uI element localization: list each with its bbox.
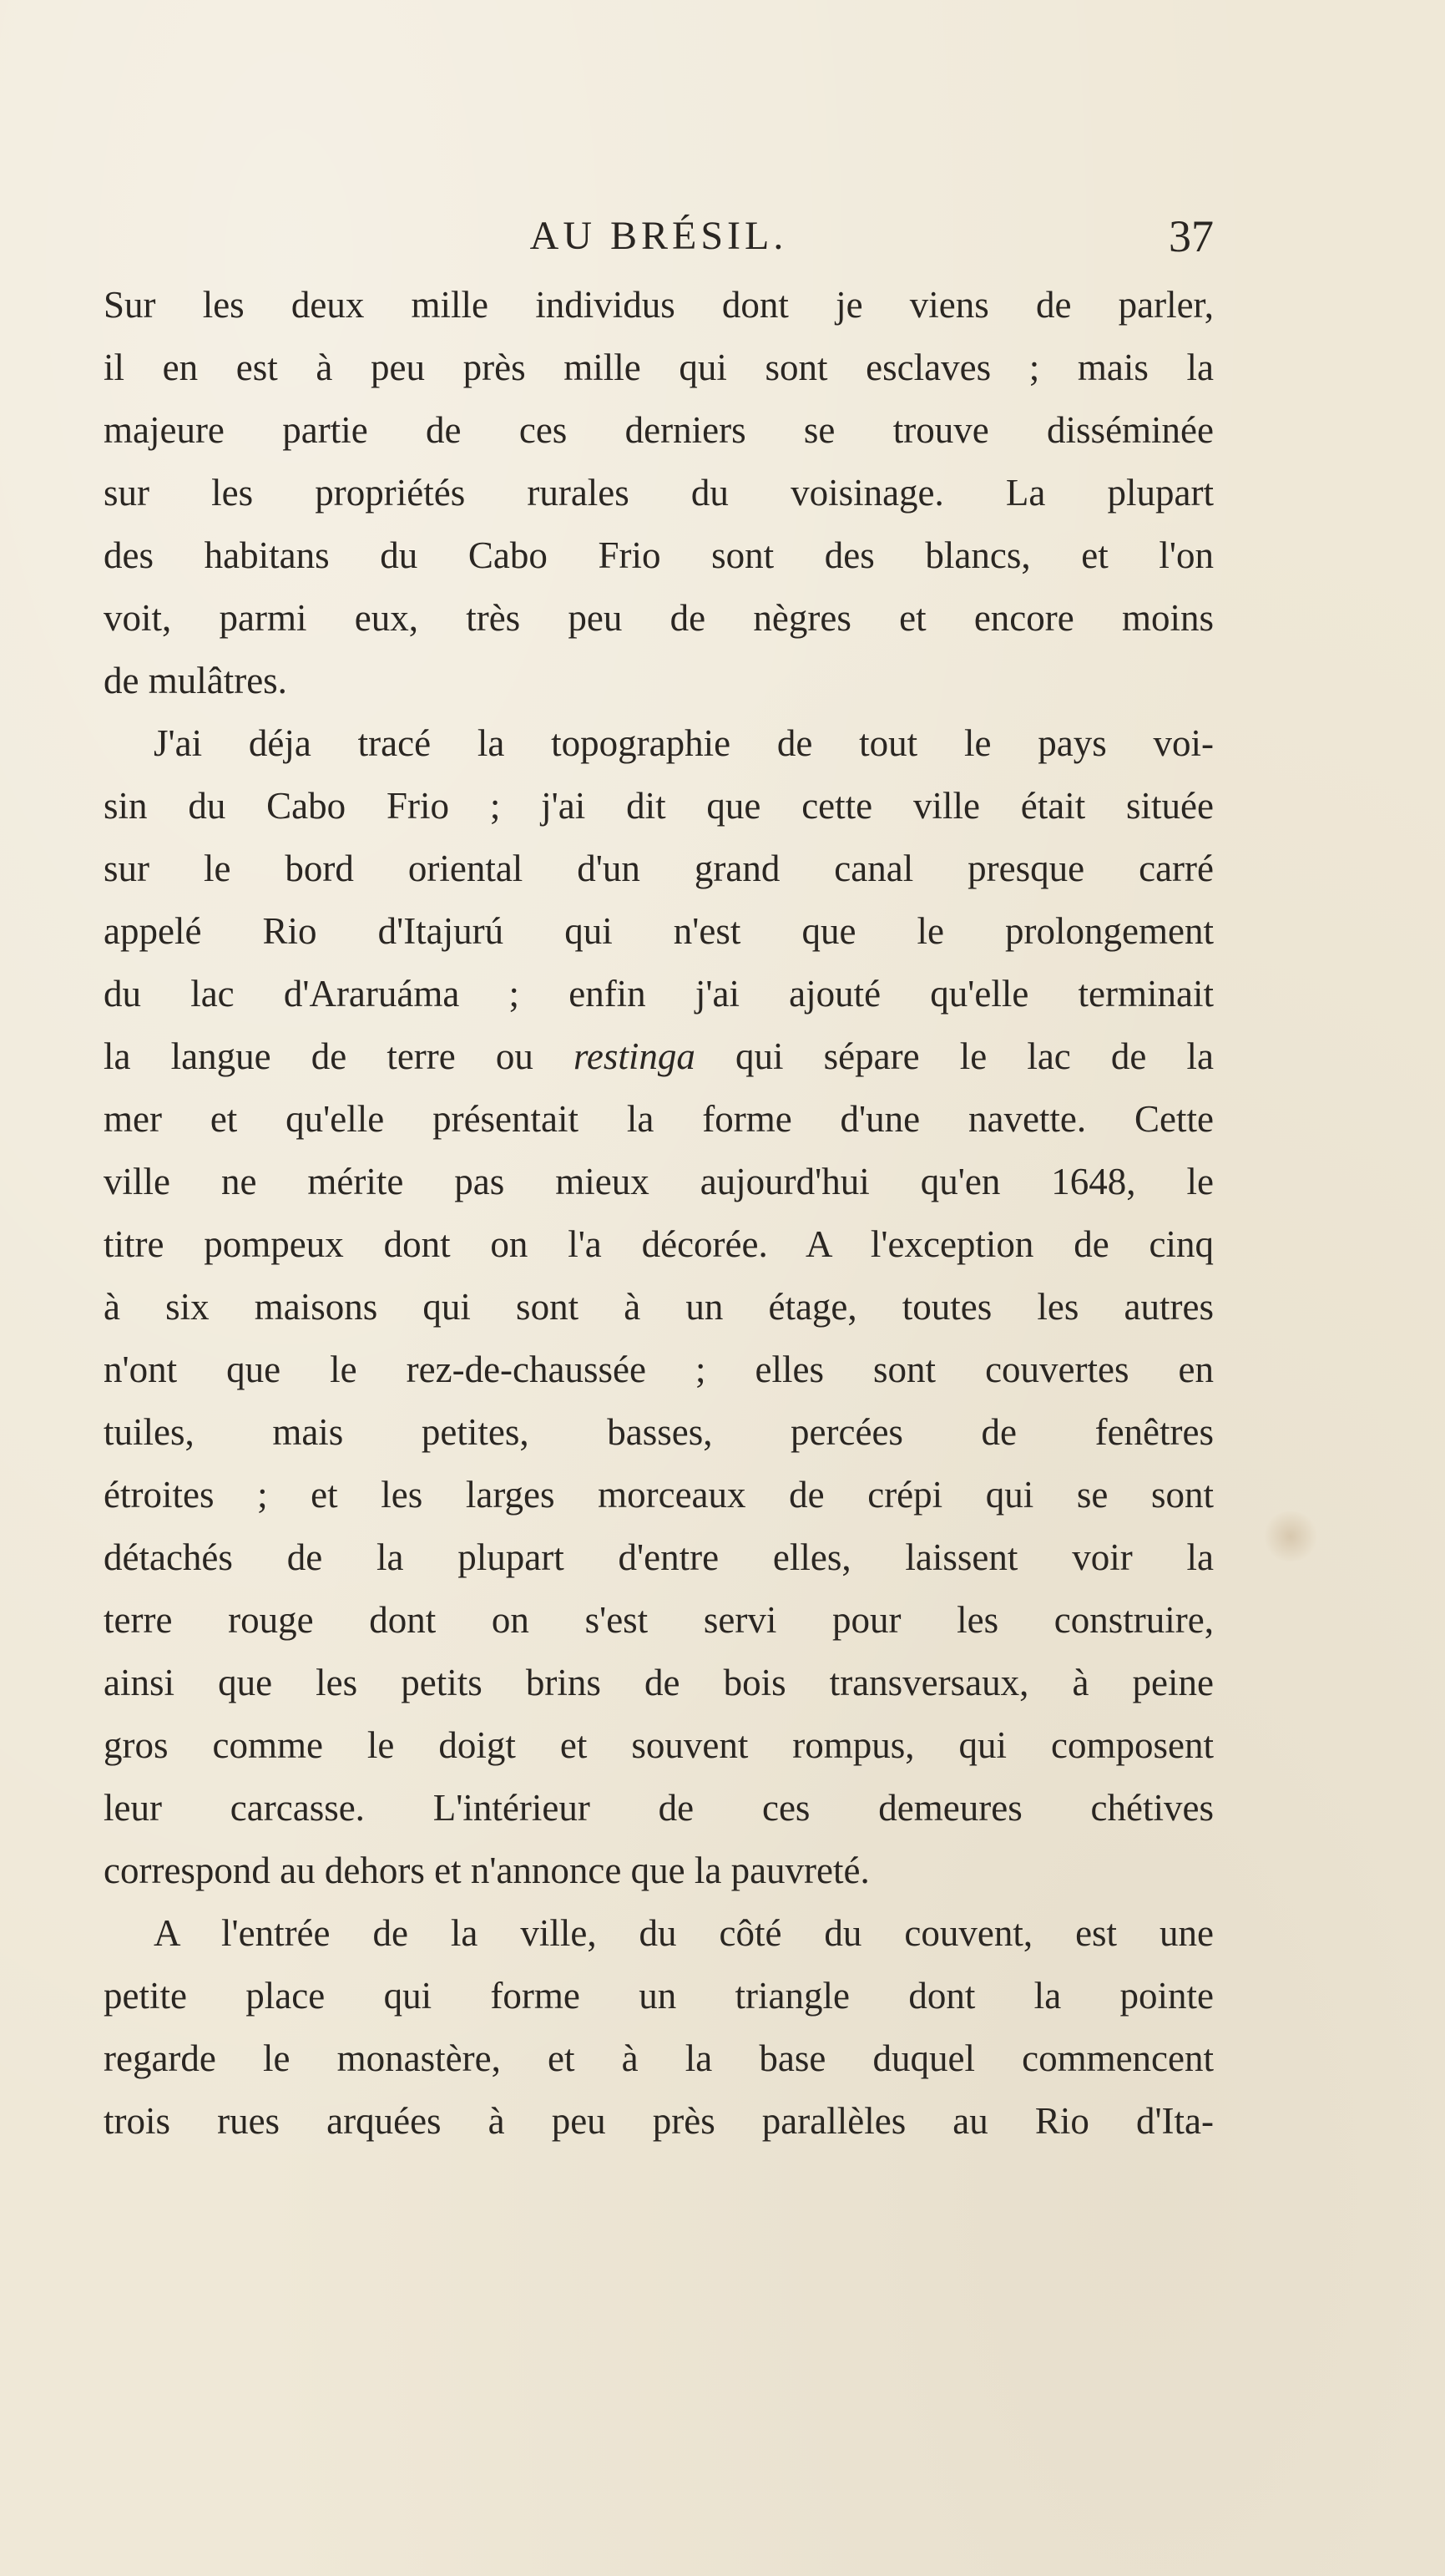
- text-line: tuiles, mais petites, basses, percées de fenêtres: [104, 1411, 1214, 1453]
- text-line: J'ai déja tracé la topographie de tout le pays voi-: [154, 722, 1214, 764]
- text-fragment: la langue de terre ou: [104, 1035, 533, 1077]
- text-line: à six maisons qui sont à un étage, toutes les autres: [104, 1286, 1214, 1328]
- text-line: leur carcasse. L'intérieur de ces demeures chétives: [104, 1787, 1214, 1829]
- text-line: appelé Rio d'Itajurú qui n'est que le prolongement: [104, 910, 1214, 952]
- running-head: AU BRÉSIL.: [529, 214, 788, 258]
- text-line: regarde le monastère, et à la base duquel commencent: [104, 2037, 1214, 2079]
- text-fragment: qui sépare le lac de la: [735, 1035, 1214, 1077]
- text-line: des habitans du Cabo Frio sont des blancs, et l'on: [104, 534, 1214, 576]
- text-line: détachés de la plupart d'entre elles, laissent voir la: [104, 1536, 1214, 1578]
- text-line: sur les propriétés rurales du voisinage. La plupart: [104, 472, 1214, 514]
- text-line: du lac d'Araruáma ; enfin j'ai ajouté qu'elle terminait: [104, 973, 1214, 1015]
- text-line-with-italic: [104, 1025, 1214, 1088]
- text-line: ainsi que les petits brins de bois transversaux, à peine: [104, 1662, 1214, 1703]
- text-line: correspond au dehors et n'annonce que la pauvreté.: [104, 1850, 870, 1891]
- text-line: Sur les deux mille individus dont je viens de parler,: [104, 284, 1214, 326]
- text-line: ville ne mérite pas mieux aujourd'hui qu'en 1648, le: [104, 1161, 1214, 1202]
- page-header: [104, 199, 1214, 274]
- body-text: [104, 274, 1214, 2153]
- text-line: sin du Cabo Frio ; j'ai dit que cette ville était située: [104, 785, 1214, 827]
- text-line: n'ont que le rez-de-chaussée ; elles sont couvertes en: [104, 1349, 1214, 1390]
- text-line: petite place qui forme un triangle dont la pointe: [104, 1975, 1214, 2017]
- italic-term: restinga: [573, 1035, 695, 1077]
- text-line: titre pompeux dont on l'a décorée. A l'exception de cinq: [104, 1223, 1214, 1265]
- text-line: étroites ; et les larges morceaux de crépi qui se sont: [104, 1474, 1214, 1516]
- paper-stain: [1261, 1511, 1320, 1561]
- page-number: 37: [1169, 211, 1214, 261]
- text-line: voit, parmi eux, très peu de nègres et encore moins: [104, 597, 1214, 639]
- text-line: gros comme le doigt et souvent rompus, qui composent: [104, 1724, 1214, 1766]
- text-line: il en est à peu près mille qui sont esclaves ; mais la: [104, 347, 1214, 388]
- text-line: majeure partie de ces derniers se trouve disséminée: [104, 409, 1214, 451]
- text-line: A l'entrée de la ville, du côté du couvent, est une: [154, 1912, 1214, 1954]
- text-line: de mulâtres.: [104, 660, 287, 701]
- text-line: sur le bord oriental d'un grand canal presque carré: [104, 848, 1214, 889]
- text-line: terre rouge dont on s'est servi pour les construire,: [104, 1599, 1214, 1641]
- text-line: mer et qu'elle présentait la forme d'une navette. Cette: [104, 1098, 1214, 1140]
- text-line: trois rues arquées à peu près parallèles au Rio d'Ita-: [104, 2100, 1214, 2142]
